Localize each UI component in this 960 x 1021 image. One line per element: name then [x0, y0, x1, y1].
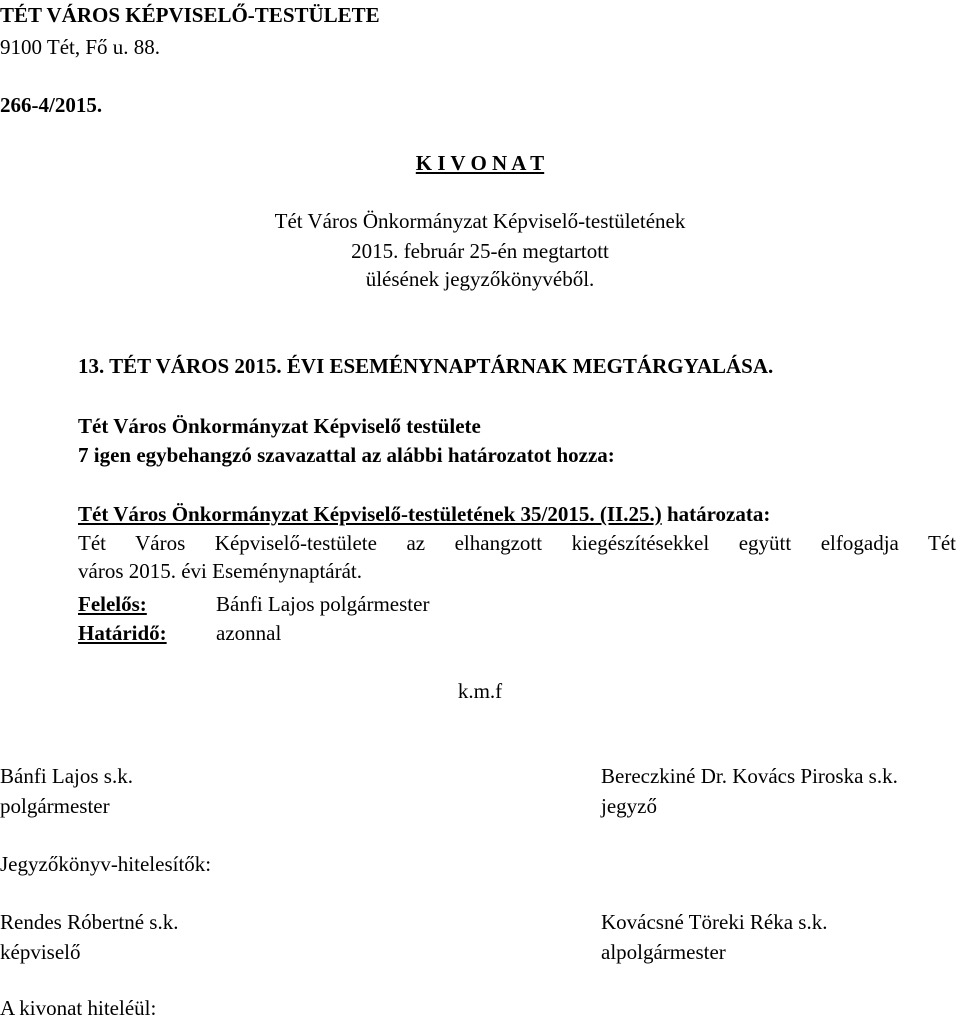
notary-name: Bereczkiné Dr. Kovács Piroska s.k. [601, 764, 898, 788]
org-address: 9100 Tét, Fő u. 88. [0, 35, 161, 59]
resolution-heading [78, 501, 770, 527]
deadline-value: azonnal [216, 621, 282, 645]
reference-number: 266-4/2015. [0, 93, 103, 117]
authenticator-1-role: képviselő [0, 940, 81, 964]
authenticator-2-name: Kovácsné Töreki Réka s.k. [601, 910, 828, 934]
resolution-heading-suffix: határozata: [661, 502, 771, 526]
certification-line: A kivonat hiteléül: [0, 996, 157, 1020]
intro-line-1: Tét Város Önkormányzat Képviselő-testületének [274, 209, 686, 233]
vote-result: 7 igen egybehangzó szavazattal az alábbi határozatot hozza: [78, 443, 615, 467]
document-title [0, 150, 960, 176]
authenticator-1-name: Rendes Róbertné s.k. [0, 910, 179, 934]
vote-body: Tét Város Önkormányzat Képviselő testülete [78, 414, 481, 438]
mayor-role: polgármester [0, 794, 110, 818]
resolution-text-line-1: Tét Város Képviselő-testülete az elhangzott kiegészítésekkel együtt elfogadja Tét [78, 531, 956, 555]
authenticator-2-role: alpolgármester [601, 940, 726, 964]
responsible-label: Felelős: [78, 592, 147, 616]
responsible-value: Bánfi Lajos polgármester [216, 592, 430, 616]
agenda-item: 13. TÉT VÁROS 2015. ÉVI ESEMÉNYNAPTÁRNAK MEGTÁRGYALÁSA. [78, 354, 774, 378]
intro-line-3: ülésének jegyzőkönyvéből. [365, 267, 595, 291]
kmf: k.m.f [457, 679, 503, 703]
mayor-name: Bánfi Lajos s.k. [0, 764, 133, 788]
org-name: TÉT VÁROS KÉPVISELŐ-TESTÜLETE [0, 3, 380, 27]
resolution-text-line-2: város 2015. évi Eseménynaptárát. [78, 559, 362, 583]
notary-role: jegyző [601, 794, 657, 818]
intro-line-2: 2015. február 25-én megtartott [351, 239, 609, 263]
title-text: K I V O N A T [415, 151, 545, 175]
authenticators-label: Jegyzőkönyv-hitelesítők: [0, 852, 212, 876]
deadline-label: Határidő: [78, 621, 167, 645]
resolution-number: Tét Város Önkormányzat Képviselő-testületének 35/2015. (II.25.) [78, 502, 662, 526]
